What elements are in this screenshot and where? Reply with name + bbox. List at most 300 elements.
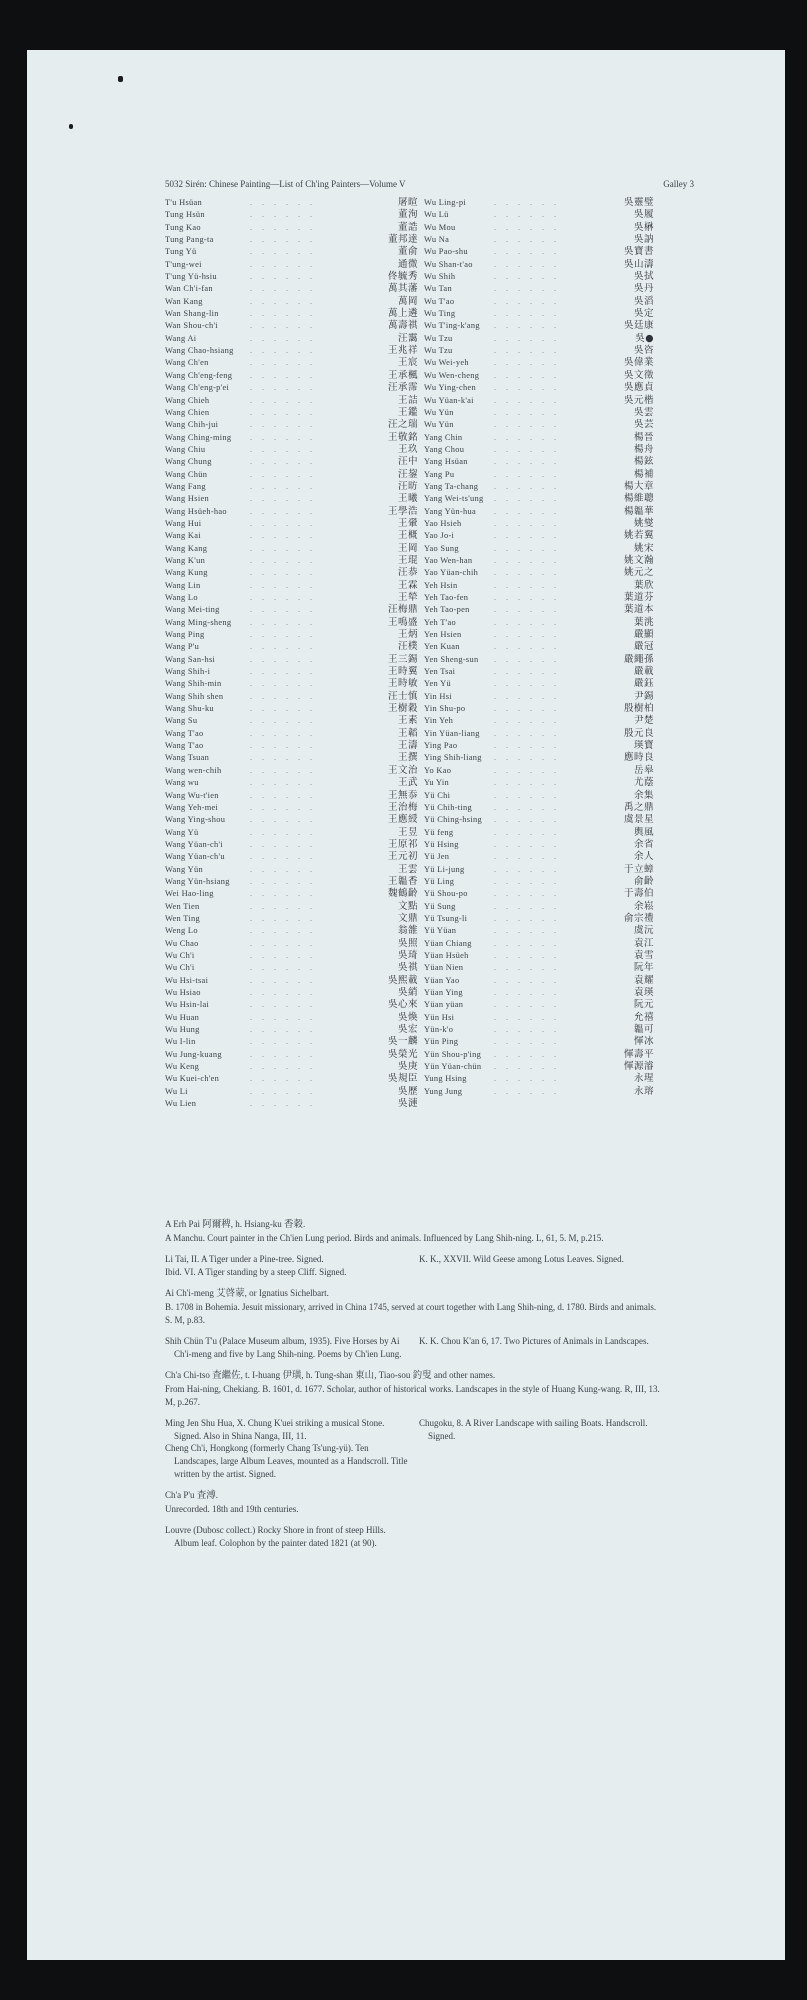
painter-chinese-name: 殷樹柏 — [623, 703, 654, 715]
painter-chinese-name: 吳煥 — [397, 1011, 418, 1023]
painter-row — [165, 530, 418, 542]
painter-name: Yen Kuan — [424, 642, 460, 652]
painter-chinese-name: 姚文瀚 — [623, 554, 654, 566]
painter-row — [165, 197, 418, 209]
painter-name: Yen Hsien — [424, 630, 462, 640]
leader-dots: . . . . . . — [250, 901, 316, 911]
painter-row — [165, 864, 418, 876]
painter-row — [424, 802, 654, 814]
painter-name: Yo Kao — [424, 765, 452, 775]
painter-row — [165, 790, 418, 802]
leader-dots: . . . . . . — [494, 284, 560, 294]
leader-dots: . . . . . . — [494, 864, 560, 874]
painter-row — [424, 678, 654, 690]
painter-row — [424, 234, 654, 246]
painter-row — [165, 469, 418, 481]
painter-name: Wang Chien — [165, 407, 210, 417]
painter-row — [165, 395, 418, 407]
painter-chinese-name: 汪之瑞 — [387, 419, 418, 431]
leader-dots: . . . . . . — [494, 333, 560, 343]
painter-row — [165, 580, 418, 592]
painter-chinese-name: 吳廷康 — [623, 320, 654, 332]
painter-row — [165, 209, 418, 221]
leader-dots: . . . . . . — [250, 778, 316, 788]
painter-row — [424, 567, 654, 579]
leader-dots: . . . . . . — [250, 691, 316, 701]
leader-dots: . . . . . . — [494, 247, 560, 257]
painter-row — [424, 395, 654, 407]
painter-name: Wang Yün-hsiang — [165, 876, 230, 886]
painter-chinese-name: 魏鶴齡 — [387, 888, 418, 900]
painter-name: Yü Jen — [424, 852, 450, 862]
work-item: Shih Chün T'u (Palace Museum album, 1935). Five Horses by Ai Ch'i-meng and five by Lang Shih-ning. Poems by Ch'ien Lung. — [165, 1336, 402, 1359]
painter-chinese-name: 姚元之 — [623, 567, 654, 579]
leader-dots: . . . . . . — [250, 926, 316, 936]
painter-row — [424, 271, 654, 283]
leader-dots: . . . . . . — [250, 358, 316, 368]
painter-chinese-name: 俞齡 — [633, 875, 654, 887]
painter-name: Yen Yü — [424, 679, 451, 689]
leader-dots: . . . . . . — [494, 1025, 560, 1035]
painter-chinese-name: 吳綃 — [397, 987, 418, 998]
entry-heading: A Erh Pai 阿爾稗, h. Hsiang-ku 香穀. — [165, 1219, 306, 1230]
painter-row — [165, 629, 418, 641]
painter-chinese-name: 王犖 — [397, 592, 418, 603]
painter-row — [424, 197, 654, 209]
painter-row — [424, 715, 654, 727]
entry-biography: B. 1708 in Bohemia. Jesuit missionary, arrived in China 1745, served at court together with Lang Shih-ning, d. 1780. Birds and animals. S. M, p.83. — [165, 1301, 657, 1325]
leader-dots: . . . . . . — [494, 531, 560, 541]
painter-chinese-name: 袁江 — [633, 937, 654, 949]
painter-name: Yung Hsing — [424, 1074, 467, 1084]
painter-row — [165, 283, 418, 295]
painter-chinese-name: 嚴鈺 — [633, 678, 654, 690]
leader-dots: . . . . . . — [494, 309, 560, 319]
leader-dots: . . . . . . — [494, 555, 560, 565]
painter-name: Yüan Hsüeh — [424, 950, 469, 960]
painter-chinese-name: 吳寶書 — [623, 246, 654, 258]
painter-chinese-name: 吳定 — [633, 308, 654, 320]
leader-dots: . . . . . . — [494, 963, 560, 973]
painter-chinese-name: 吳靈璧 — [623, 197, 654, 208]
leader-dots: . . . . . . — [250, 765, 316, 775]
painter-row — [165, 456, 418, 468]
painter-row — [424, 703, 654, 715]
painter-row — [424, 209, 654, 221]
painter-chinese-name: 葉洮 — [633, 616, 654, 628]
dust-mark — [118, 76, 123, 82]
painter-row — [165, 493, 418, 505]
leader-dots: . . . . . . — [494, 827, 560, 837]
painter-row — [424, 333, 654, 345]
leader-dots: . . . . . . — [250, 815, 316, 825]
painter-name: Wu Ling-pi — [424, 198, 466, 207]
leader-dots: . . . . . . — [494, 235, 560, 245]
work-item: K. K. Chou K'an 6, 17. Two Pictures of Animals in Landscapes. — [419, 1336, 649, 1347]
painter-name: Wu Shih — [424, 272, 456, 282]
painter-name: Wu Tzu — [424, 346, 453, 356]
painter-name: Wang Chao-hsiang — [165, 346, 234, 356]
painter-row — [165, 259, 418, 271]
painter-name: Yu Yin — [424, 778, 449, 788]
leader-dots: . . . . . . — [250, 1062, 316, 1072]
painter-row — [165, 752, 418, 764]
leader-dots: . . . . . . — [494, 494, 560, 504]
painter-name: Wu Hung — [165, 1025, 200, 1035]
leader-dots: . . . . . . — [250, 667, 316, 677]
painter-chinese-name: 吳丹 — [633, 283, 654, 295]
painter-row — [424, 888, 654, 900]
leader-dots: . . . . . . — [250, 568, 316, 578]
leader-dots: . . . . . . — [494, 926, 560, 936]
painter-chinese-name: 吳一麟 — [387, 1036, 418, 1048]
painter-name: Weng Lo — [165, 926, 198, 936]
painter-row — [424, 938, 654, 950]
painter-row — [424, 901, 654, 913]
painter-name: Yü Ching-hsing — [424, 815, 482, 825]
painter-chinese-name: 吳拭 — [633, 271, 654, 283]
leader-dots: . . . . . . — [494, 383, 560, 393]
painter-row — [424, 555, 654, 567]
painter-name: Yü Ling — [424, 876, 455, 886]
painter-chinese-name: 汪恭 — [397, 567, 418, 579]
leader-dots: . . . . . . — [250, 284, 316, 294]
painter-name: Wang Shih shen — [165, 691, 224, 701]
leader-dots: . . . . . . — [250, 654, 316, 664]
painter-name: Yüan Nien — [424, 963, 464, 973]
painter-name: Wang Chiu — [165, 444, 206, 454]
leader-dots: . . . . . . — [494, 593, 560, 602]
painter-name: Wu Chao — [165, 938, 199, 948]
leader-dots: . . . . . . — [250, 494, 316, 504]
painter-chinese-name: 袁瑛 — [633, 987, 654, 998]
painter-chinese-name: 王武 — [397, 777, 418, 789]
painter-name: Yung Jung — [424, 1086, 463, 1096]
painter-name: Wang Hsien — [165, 494, 209, 504]
painter-row — [424, 790, 654, 802]
painter-row — [424, 654, 654, 666]
painter-chinese-name: 董洵 — [397, 209, 418, 221]
painter-chinese-name: 吳偉業 — [623, 357, 654, 369]
painter-name: Ying Shih-liang — [424, 753, 482, 763]
painter-row — [424, 456, 654, 468]
painter-name: Wu Na — [424, 235, 450, 245]
painter-name: Yeh Tao-pen — [424, 605, 470, 615]
painter-name: Yang Chin — [424, 432, 463, 442]
painter-chinese-name: 余省 — [633, 838, 654, 850]
entry-heading: Ai Ch'i-meng 艾啓蒙, or Ignatius Sichelbart. — [165, 1288, 329, 1300]
painter-name: Wang Ming-sheng — [165, 617, 232, 627]
painter-name: Wang wu — [165, 778, 199, 788]
leader-dots: . . . . . . — [250, 444, 316, 454]
painter-row — [165, 444, 418, 456]
painter-chinese-name: 王炳 — [397, 629, 418, 641]
painter-row — [424, 259, 654, 271]
painter-name: Wu Keng — [165, 1062, 200, 1072]
painter-row — [165, 654, 418, 666]
leader-dots: . . . . . . — [494, 358, 560, 368]
painter-row — [424, 851, 654, 863]
painter-row — [424, 691, 654, 703]
leader-dots: . . . . . . — [250, 1049, 316, 1059]
painter-index-left-column — [165, 197, 418, 1110]
leader-dots: . . . . . . — [250, 963, 316, 973]
leader-dots: . . . . . . — [494, 839, 560, 849]
painter-chinese-name: 葉道芬 — [623, 592, 654, 603]
painter-chinese-name: 吳應貞 — [623, 382, 654, 394]
galley-number: Galley 3 — [663, 179, 694, 189]
painter-name: Wang Chieh — [165, 395, 210, 405]
painter-row — [424, 604, 654, 616]
leader-dots: . . . . . . — [250, 630, 316, 640]
leader-dots: . . . . . . — [494, 198, 560, 207]
painter-chinese-name: 俞宗禮 — [623, 912, 654, 924]
leader-dots: . . . . . . — [250, 1099, 316, 1109]
leader-dots: . . . . . . — [494, 296, 560, 306]
leader-dots: . . . . . . — [494, 790, 560, 800]
leader-dots: . . . . . . — [250, 296, 316, 306]
painter-row — [424, 357, 654, 369]
painter-chinese-name: 王時翼 — [387, 666, 418, 678]
painter-chinese-name: 王原祁 — [387, 838, 418, 850]
painter-chinese-name: 于壽伯 — [623, 888, 654, 900]
painter-name: Wang Yeh-mei — [165, 802, 219, 812]
painter-name: Wu Wei-yeh — [424, 358, 469, 368]
painter-chinese-name: 楊維聰 — [623, 493, 654, 505]
leader-dots: . . . . . . — [250, 704, 316, 714]
painter-chinese-name: 禹之鼎 — [623, 801, 654, 813]
leader-dots: . . . . . . — [250, 593, 316, 602]
painter-row — [424, 320, 654, 332]
leader-dots: . . . . . . — [494, 630, 560, 640]
leader-dots: . . . . . . — [494, 407, 560, 417]
painter-name: Yün Hsi — [424, 1012, 455, 1022]
painter-name: Wang Lin — [165, 580, 201, 590]
painter-name: Ying Pao — [424, 741, 458, 751]
painter-row — [424, 1086, 654, 1098]
painter-chinese-name: 王翬 — [397, 517, 418, 529]
leader-dots: . . . . . . — [494, 716, 560, 726]
painter-row — [424, 999, 654, 1011]
leader-dots: . . . . . . — [494, 667, 560, 677]
painter-name: Wu Yün — [424, 420, 454, 430]
painter-row — [165, 1098, 418, 1110]
painter-name: Wang San-hsi — [165, 654, 216, 664]
painter-chinese-name: 吳歷 — [397, 1085, 418, 1097]
painter-row — [424, 728, 654, 740]
leader-dots: . . . . . . — [494, 1074, 560, 1084]
painter-name: T'ung-wei — [165, 259, 202, 269]
painter-name: Wu Hsiao — [165, 988, 201, 997]
painter-name: Yang Hsüan — [424, 457, 468, 467]
painter-name: Wang Ching-ming — [165, 432, 232, 442]
painter-row — [165, 913, 418, 925]
entry-heading: Ch'a P'u 査溥. — [165, 1490, 219, 1502]
leader-dots: . . . . . . — [494, 321, 560, 331]
painter-row — [424, 382, 654, 394]
painter-chinese-name: 汪靄 — [397, 332, 418, 344]
work-item: Louvre (Dubosc collect.) Rocky Shore in front of steep Hills. Album leaf. Colophon by the painter dated 1821 (at 90). — [165, 1525, 386, 1548]
painter-name: Wei Hao-ling — [165, 889, 214, 899]
painter-row — [424, 913, 654, 925]
painter-row — [424, 925, 654, 937]
leader-dots: . . . . . . — [494, 889, 560, 899]
painter-row — [424, 962, 654, 974]
painter-chinese-name: 王撰 — [397, 752, 418, 764]
painter-name: Wang Kung — [165, 568, 208, 578]
leader-dots: . . . . . . — [494, 518, 560, 528]
painter-row — [165, 715, 418, 727]
painter-name: Yüan yüan — [424, 1000, 464, 1010]
leader-dots: . . . . . . — [250, 839, 316, 849]
painter-row — [165, 271, 418, 283]
painter-chinese-name: 吳● — [635, 332, 654, 344]
painter-name: Wu Yüan-k'ai — [424, 395, 474, 405]
painter-chinese-name: 惲源濬 — [623, 1061, 654, 1073]
painter-chinese-name: 王鑑 — [397, 406, 418, 418]
painter-chinese-name: 王韜 — [397, 727, 418, 739]
painter-name: Wu Ting — [424, 309, 456, 319]
painter-chinese-name: 王樹穀 — [387, 703, 418, 715]
painter-name: Wan Kang — [165, 296, 203, 306]
painter-row — [424, 432, 654, 444]
leader-dots: . . . . . . — [250, 531, 316, 541]
leader-dots: . . . . . . — [250, 1086, 316, 1096]
painter-chinese-name: 允禧 — [633, 1011, 654, 1023]
leader-dots: . . . . . . — [250, 728, 316, 738]
painter-row — [424, 283, 654, 295]
painter-chinese-name: 楊鉉 — [633, 456, 654, 468]
painter-name: Wu Jung-kuang — [165, 1049, 222, 1059]
painter-chinese-name: 葉道本 — [623, 604, 654, 616]
painter-chinese-name: 虞景星 — [623, 814, 654, 826]
painter-row — [424, 469, 654, 481]
painter-name: Tung Pang-ta — [165, 235, 214, 245]
dust-mark — [69, 124, 73, 129]
painter-chinese-name: 吳琦 — [397, 949, 418, 961]
painter-row — [165, 740, 418, 752]
painter-name: Wang Tsuan — [165, 753, 210, 763]
painter-chinese-name: 楊舟 — [633, 443, 654, 455]
painter-chinese-name: 王承楓 — [387, 369, 418, 381]
leader-dots: . . . . . . — [250, 950, 316, 960]
painter-row — [424, 1061, 654, 1073]
painter-row — [165, 543, 418, 555]
painter-chinese-name: 董邦達 — [387, 234, 418, 246]
painter-row — [165, 888, 418, 900]
painter-chinese-name: 吳照 — [397, 937, 418, 949]
painter-chinese-name: 吳訥 — [633, 234, 654, 246]
painter-name: Yen Sheng-sun — [424, 654, 479, 664]
painter-name: Wang Ch'eng-p'ei — [165, 383, 230, 393]
painter-row — [165, 320, 418, 332]
leader-dots: . . . . . . — [494, 580, 560, 590]
painter-row — [424, 222, 654, 234]
painter-name: Yao Yüan-chih — [424, 568, 479, 578]
painter-chinese-name: 楊補 — [633, 468, 654, 480]
painter-name: Tung Kao — [165, 222, 201, 232]
painter-name: Yin Yüan-liang — [424, 728, 480, 738]
painter-row — [165, 999, 418, 1011]
painter-row — [424, 666, 654, 678]
leader-dots: . . . . . . — [250, 827, 316, 837]
painter-name: Wu Shan-t'ao — [424, 259, 473, 269]
painter-chinese-name: 汪樸 — [397, 641, 418, 653]
painter-chinese-name: 尹楚 — [633, 715, 654, 727]
painter-row — [165, 1073, 418, 1085]
painter-name: Wang Chih-jui — [165, 420, 219, 430]
painter-name: Wu Hsin-lai — [165, 1000, 210, 1010]
painter-row — [165, 592, 418, 604]
leader-dots: . . . . . . — [250, 864, 316, 874]
leader-dots: . . . . . . — [250, 247, 316, 257]
leader-dots: . . . . . . — [250, 457, 316, 467]
painter-chinese-name: 吳芸 — [633, 419, 654, 431]
painter-name: Wang Ping — [165, 630, 205, 640]
leader-dots: . . . . . . — [494, 272, 560, 282]
leader-dots: . . . . . . — [494, 605, 560, 615]
painter-chinese-name: 萬其藩 — [387, 283, 418, 295]
leader-dots: . . . . . . — [250, 309, 316, 319]
painter-chinese-name: 王時敏 — [387, 678, 418, 690]
painter-row — [424, 950, 654, 962]
leader-dots: . . . . . . — [494, 988, 560, 997]
painter-row — [165, 407, 418, 419]
leader-dots: . . . . . . — [494, 1000, 560, 1010]
entries-section — [165, 1218, 665, 1549]
painter-row — [424, 580, 654, 592]
painter-name: Yü Li-jung — [424, 864, 465, 874]
painter-chinese-name: 王應綬 — [387, 814, 418, 826]
painter-name: Yin Hsi — [424, 691, 452, 701]
painter-name: Wang Fang — [165, 481, 206, 491]
leader-dots: . . . . . . — [250, 370, 316, 380]
leader-dots: . . . . . . — [250, 716, 316, 726]
leader-dots: . . . . . . — [250, 802, 316, 812]
painter-chinese-name: 阮元 — [633, 999, 654, 1011]
painter-row — [165, 357, 418, 369]
painter-chinese-name: 尤蔭 — [633, 777, 654, 789]
painter-chinese-name: 應時良 — [623, 752, 654, 764]
leader-dots: . . . . . . — [250, 198, 316, 207]
painter-row — [424, 617, 654, 629]
painter-chinese-name: 吳山濤 — [623, 258, 654, 270]
painter-chinese-name: 王學浩 — [387, 505, 418, 517]
painter-chinese-name: 王兆祥 — [387, 345, 418, 357]
painter-index-right-column — [424, 197, 654, 1098]
painter-row — [165, 1012, 418, 1024]
painter-name: Yü feng — [424, 827, 454, 837]
painter-row — [165, 1086, 418, 1098]
painter-row — [424, 987, 654, 999]
painter-name: Yü Hsing — [424, 839, 459, 849]
painter-row — [165, 925, 418, 937]
painter-name: Wu T'ing-k'ang — [424, 321, 480, 331]
painter-row — [165, 691, 418, 703]
painter-name: Wu Mou — [424, 222, 456, 232]
painter-row — [424, 345, 654, 357]
painter-name: Wu Ying-chen — [424, 383, 477, 393]
painter-row — [165, 617, 418, 629]
leader-dots: . . . . . . — [494, 938, 560, 948]
painter-row — [165, 876, 418, 888]
painter-row — [165, 419, 418, 431]
painter-chinese-name: 吳庚 — [397, 1061, 418, 1073]
painter-chinese-name: 袁雪 — [633, 949, 654, 961]
painter-chinese-name: 王曦 — [397, 493, 418, 505]
leader-dots: . . . . . . — [250, 321, 316, 331]
leader-dots: . . . . . . — [494, 506, 560, 516]
